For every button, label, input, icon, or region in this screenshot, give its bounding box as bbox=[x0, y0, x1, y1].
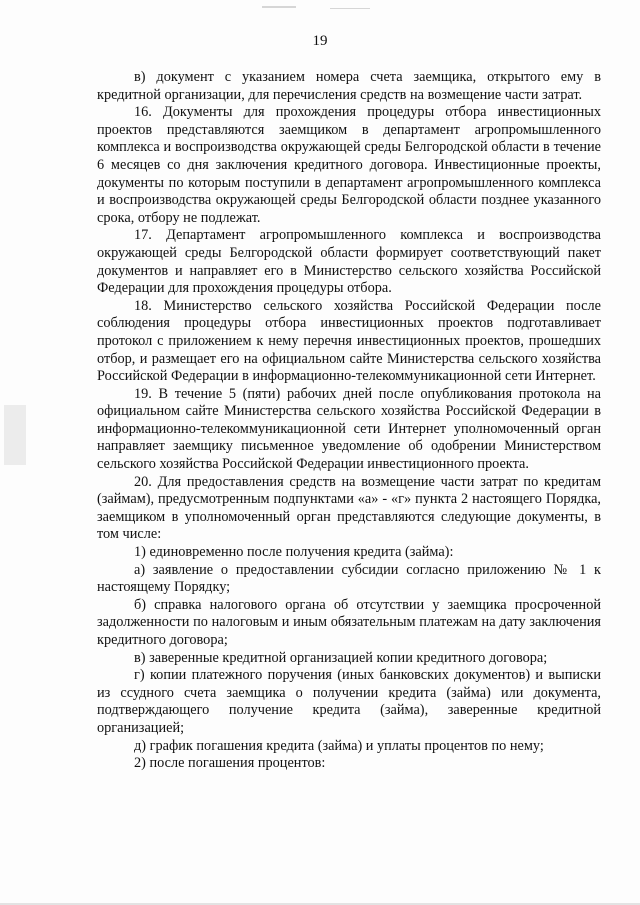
scan-artifact-top-right bbox=[330, 8, 370, 9]
paragraph-18: 18. Министерство сельского хозяйства Российской Федерации после соблюдения процедуры отбора инвестиционных проектов подготавливает протокол с приложением к нему перечня инвестиционных проектов, прошедших отбор, и размещает его на официальном сайте Министерства сельского хозяйства Российской Федерации в информационно-телекоммуникационной сети Интернет. bbox=[97, 297, 601, 385]
paragraph-15v: в) документ с указанием номера счета заемщика, открытого ему в кредитной организации, для перечисления средств на возмещение части затрат. bbox=[97, 69, 601, 103]
list-item-1a: а) заявление о предоставлении субсидии согласно приложению № 1 к настоящему Порядку; bbox=[97, 561, 601, 596]
document-body bbox=[97, 69, 601, 773]
list-item-1g: г) копии платежного поручения (иных банковских документов) и выписки из ссудного счета заемщика о получении кредита (займа) или документа, подтверждающего получение кредита (займа), заверенные кредитной организацией; bbox=[97, 667, 601, 736]
list-item-1d: д) график погашения кредита (займа) и уплаты процентов по нему; bbox=[134, 737, 544, 754]
list-item-1v: в) заверенные кредитной организацией копии кредитного договора; bbox=[134, 649, 548, 666]
paragraph-19: 19. В течение 5 (пяти) рабочих дней после опубликования протокола на официальном сайте Министерства сельского хозяйства Российской Федерации в информационно-телекоммуникационной сети Интернет уполномоченный орган направляет заемщику письменное уведомление об одобрении Министерством сельского хозяйства Российской Федерации инвестиционного проекта. bbox=[97, 385, 601, 473]
paragraph-16: 16. Документы для прохождения процедуры отбора инвестиционных проектов представляются заемщиком в департамент агропромышленного комплекса и воспроизводства окружающей среды Белгородской области в течение 6 месяцев со дня заключения кредитного договора. Инвестиционные проекты, документы по которым поступили в департамент агропромышленного комплекса и воспроизводства окружающей среды Белгородской области позднее указанного срока, отбору не подлежат. bbox=[97, 104, 601, 226]
scan-artifact-left bbox=[4, 405, 26, 465]
paragraph-20: 20. Для предоставления средств на возмещение части затрат по кредитам (займам), предусмотренным подпунктами «а» - «г» пункта 2 настоящего Порядка, заемщиком в уполномоченный орган представляются следующие документы, в том числе: bbox=[97, 473, 601, 543]
list-item-1b: б) справка налогового органа об отсутствии у заемщика просроченной задолженности по налоговым и иным обязательным платежам на дату заключения кредитного договора; bbox=[97, 596, 601, 648]
list-item-1: 1) единовременно после получения кредита (займа): bbox=[134, 544, 454, 561]
page-number: 19 bbox=[312, 33, 328, 49]
list-item-2: 2) после погашения процентов: bbox=[134, 755, 326, 772]
scan-artifact-top bbox=[262, 6, 296, 8]
paragraph-17: 17. Департамент агропромышленного комплекса и воспроизводства окружающей среды Белгородской области формирует соответствующий пакет документов и направляет его в Министерство сельского хозяйства Российской Федерации для прохождения процедуры отбора. bbox=[97, 227, 601, 297]
